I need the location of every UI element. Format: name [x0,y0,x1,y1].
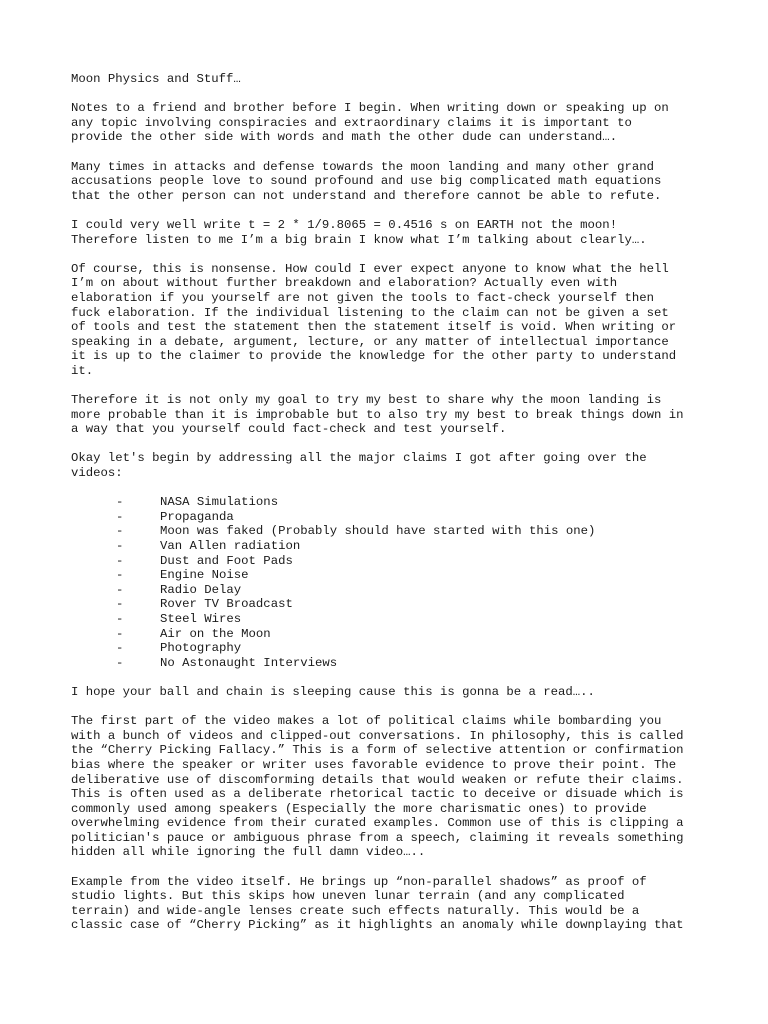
spacer [71,203,701,218]
paragraph-line: Okay let's begin by addressing all the major claims I got after going over the [71,451,647,466]
paragraph-line: fuck elaboration. If the individual listening to the claim can not be given a set [71,305,669,320]
claim-text: Air on the Moon [160,626,271,641]
paragraph-line: of tools and test the statement then the statement itself is void. When writing or [71,320,677,335]
claim-list-item [71,612,701,627]
paragraph-line: videos: [71,466,123,481]
claim-text: Dust and Foot Pads [160,553,293,568]
paragraph-line: deliberative use of discomforming details that would weaken or refute their claims. [71,772,684,787]
bullet-marker: - [116,539,124,553]
paragraph-line: a way that you yourself could fact-check and test yourself. [71,422,507,437]
spacer [71,145,701,160]
bullet-marker: - [116,641,124,656]
paragraph-line: bias where the speaker or writer uses favorable evidence to prove their point. The [71,757,677,772]
body-paragraphs [71,685,701,948]
paragraph-line: politician's pauce or ambiguous phrase from a speech, claiming it reveals something [71,830,684,845]
claim-list-item [71,656,701,671]
bullet-marker: - [116,509,124,524]
paragraph-line: Example from the video itself. He brings up “non-parallel shadows” as proof of [71,874,647,889]
claim-text: Photography [160,641,242,656]
spacer [71,247,701,262]
spacer [71,378,701,393]
paragraph-line: elaboration if you yourself are not given the tools to fact-check yourself then [71,290,654,305]
paragraph-line: accusations people love to sound profound and use big complicated math equations [71,174,662,189]
spacer [71,933,701,948]
paragraph-line: classic case of “Cherry Picking” as it highlights an anomaly while downplaying that [71,918,684,933]
claim-text: NASA Simulations [160,495,279,510]
bullet-marker: - [116,597,124,612]
spacer [71,437,701,452]
claim-text: Engine Noise [160,568,249,583]
claim-list-item [71,524,701,539]
claim-list-item [71,641,701,656]
claim-list-item [71,568,701,583]
paragraph [71,451,701,480]
spacer [71,87,701,102]
paragraph [71,160,701,204]
paragraph-line: that the other person can not understand and therefore cannot be able to refute. [71,188,662,203]
paragraph-line: commonly used among speakers (Especially the more charismatic ones) to provide [71,801,647,816]
spacer [71,700,701,715]
claim-text: No Astonaught Interviews [160,655,338,670]
paragraph [71,685,701,700]
intro-paragraphs [71,101,701,495]
paragraph [71,262,701,379]
claim-list-item [71,495,701,510]
paragraph-line: Therefore it is not only my goal to try my best to share why the moon landing is [71,393,662,408]
paragraph [71,714,701,860]
paragraph-line: speaking in a debate, argument, lecture, or any matter of intellectual importance [71,334,669,349]
bullet-marker: - [116,553,124,568]
paragraph-line: it. [71,363,94,378]
claim-list-item [71,554,701,569]
bullet-marker: - [116,626,124,641]
paragraph-line: I could very well write t = 2 * 1/9.8065 = 0.4516 s on EARTH not the moon! [71,217,618,232]
bullet-marker: - [116,611,124,626]
spacer [71,860,701,875]
paragraph-line: it is up to the claimer to provide the knowledge for the other party to understand [71,349,677,364]
bullet-marker: - [116,568,124,583]
paragraph-line: with a bunch of videos and clipped-out conversations. In philosophy, this is called [71,728,684,743]
paragraph [71,101,701,145]
paragraph-line: provide the other side with words and math the other dude can understand…. [71,130,618,145]
paragraph-line: Of course, this is nonsense. How could I ever expect anyone to know what the hell [71,261,669,276]
spacer [71,670,701,685]
paragraph-line: more probable than it is improbable but to also try my best to break things down in [71,407,684,422]
bullet-marker: - [116,495,124,510]
paragraph-line: the “Cherry Picking Fallacy.” This is a form of selective attention or confirmation [71,743,684,758]
claim-list-item [71,597,701,612]
paragraph [71,218,701,247]
claim-list-item [71,583,701,598]
claim-text: Steel Wires [160,611,242,626]
paragraph-line: Many times in attacks and defense towards the moon landing and many other grand [71,159,654,174]
paragraph-line: Therefore listen to me I’m a big brain I know what I’m talking about clearly…. [71,232,647,247]
paragraph-line: overwhelming evidence from their curated examples. Common use of this is clipping a [71,816,684,831]
claim-text: Moon was faked (Probably should have started with this one) [160,524,596,539]
bullet-marker: - [116,582,124,597]
paragraph-line: I hope your ball and chain is sleeping cause this is gonna be a read….. [71,684,595,699]
claim-text: Rover TV Broadcast [160,597,293,612]
claims-list [71,495,701,670]
claim-list-item [71,539,701,554]
paragraph-line: I’m on about without further breakdown and elaboration? Actually even with [71,276,618,291]
claim-text: Propaganda [160,509,234,524]
paragraph-line: Notes to a friend and brother before I begin. When writing down or speaking up on [71,101,669,116]
spacer [71,481,701,496]
paragraph [71,875,701,933]
bullet-marker: - [116,524,124,539]
paragraph-line: hidden all while ignoring the full damn video….. [71,845,426,860]
paragraph-line: studio lights. But this skips how uneven lunar terrain (and any complicated [71,889,625,904]
claim-text: Radio Delay [160,582,242,597]
paragraph-line: This is often used as a deliberate rhetorical tactic to deceive or disuade which is [71,787,684,802]
claim-list-item [71,627,701,642]
claim-text: Van Allen radiation [160,539,301,553]
paragraph [71,393,701,437]
bullet-marker: - [116,655,124,670]
paragraph-line: terrain) and wide-angle lenses create such effects naturally. This would be a [71,903,640,918]
document-body [71,72,701,948]
document-title: Moon Physics and Stuff… [71,72,241,86]
claim-list-item [71,510,701,525]
paragraph-line: any topic involving conspiracies and extraordinary claims it is important to [71,115,632,130]
paragraph-line: The first part of the video makes a lot of political claims while bombarding you [71,714,662,729]
